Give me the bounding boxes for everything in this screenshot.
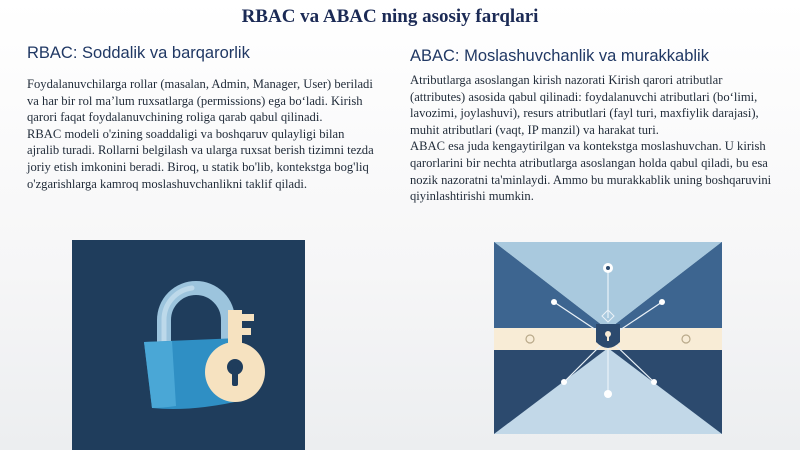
rbac-heading: RBAC: Soddalik va barqarorlik [27,44,250,62]
abac-paragraph-2: ABAC esa juda kengaytirilgan va kontekstga moslashuvchan. U kirish qarorlarini bir nechta atributlarga asoslangan holda qabul qiladi, bu esa nozik nazoratni ta'minlaydi. Ammo bu murakkablik uning boshqaruvini qiyinlashtirishi mumkin. [410,139,772,204]
slide-title: RBAC va ABAC ning asosiy farqlari [241,6,539,27]
abac-attribute-image [494,242,722,434]
rbac-description [27,76,379,192]
rbac-paragraph-1: Foydalanuvchilarga rollar (masalan, Admin, Manager, User) beriladi va har bir rol ma’lum ruxsatlarga (permissions) ega boʻladi. Kirish qarori faqat foydalanuvchining roliga qarab qabul qilinadi. [27,77,373,125]
attribute-network-icon [494,242,722,434]
abac-heading: ABAC: Moslashuvchanlik va murakkablik [410,47,709,65]
abac-paragraph-1: Atributlarga asoslangan kirish nazorati Kirish qarori atributlar (attributes) asosida qabul qilinadi: foydalanuvchi atributlari (boʻlimi, lavozimi, joylashuvi), resurs atributlari (fayl turi, maxfiylik darajasi), muhit atributlari (vaqt, IP manzil) va harakat turi. [410,73,759,137]
padlock-key-icon [72,240,305,450]
rbac-paragraph-2: RBAC modeli o'zining soaddaligi va boshqaruv qulayligi bilan ajralib turadi. Rollarni belgilash va ularga ruxsat berish tizimni tezda joriy etish imkonini beradi. Biroq, u statik bo'lib, kontekstga bog'liq o'zgarishlarga kamroq moslashuvchanlikni taklif qiladi. [27,126,374,191]
padlock-key-image [72,240,305,450]
abac-description [410,72,774,205]
